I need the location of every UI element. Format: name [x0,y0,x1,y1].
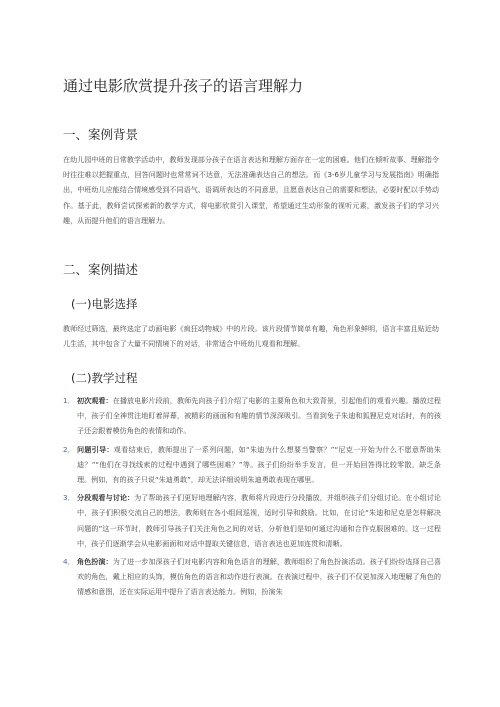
list-item-number: 3． [63,493,75,503]
list-item-text: 为了进一步加深孩子们对电影内容和角色语言的理解，教师组织了角色扮演活动。孩子们纷纷选择自己喜欢的角色，戴上相应的头饰，模仿角色的语言和动作进行表演。在表演过程中，孩子们不仅更加深入地理解了角色的情感和意图，还在实际运用中提升了语言表达能力。例如，扮演朱 [77,557,442,597]
list-item-number: 4． [63,557,75,567]
list-item-lead: 角色扮演： [77,557,113,567]
list-item [63,490,441,551]
teaching-process-list [63,393,441,603]
section-heading-description: 二、案例描述 [63,262,139,277]
subsection-heading-teaching-process: (二)教学过程 [71,371,138,385]
background-paragraph: 在幼儿园中班的日常教学活动中，教师发现部分孩子在语言表达和理解方面存在一定的困难。他们在倾听故事、理解指令时往往难以把握重点，回答问题时也常常词不达意，无法准确表达自己的想法。而《3-6岁儿童学习与发展指南》明确指出，中班幼儿应能结合情境感受到不同语气、语调所表达的不同意思，且愿意表达自己的需要和想法，必要时配以手势动作。基于此，教师尝试探索新的教学方式，将电影欣赏引入课堂，希望通过生动形象的视听元素，激发孩子们的学习兴趣，从而提升他们的语言理解力。 [63,155,439,225]
list-item-text: 在播放电影片段前，教师先向孩子们介绍了电影的主要角色和大致背景，引起他们的观看兴趣。播放过程中，孩子们全神贯注地盯着屏幕，被精彩的画面和有趣的情节深深吸引。当看到兔子朱迪和狐狸尼克对话时，有的孩子还会跟着模仿角色的表情和动作。 [77,396,442,436]
list-item-lead: 问题引导： [77,444,114,454]
list-item [63,393,441,439]
film-selection-paragraph: 教师经过筛选，最终选定了动画电影《疯狂动物城》中的片段。该片段情节简单有趣，角色形象鲜明，语言丰富且贴近幼儿生活，其中包含了大量不同情境下的对话，非常适合中班幼儿观看和理解。 [63,324,439,349]
list-item-lead: 分段观看与讨论： [77,493,135,503]
section-heading-background: 一、案例背景 [63,127,139,142]
list-item-text: 为了帮助孩子们更好地理解内容，教师将片段进行分段播放，并组织孩子们分组讨论。在小组讨论中，孩子们积极交流自己的想法，教师则在各小组间巡视，适时引导和鼓励。比如，在讨论“朱迪和尼克是怎样解决问题的”这一环节时，教师引导孩子们关注角色之间的对话，分析他们是如何通过沟通和合作克服困难的。这一过程中，孩子们逐渐学会从电影画面和对话中提取关键信息，语言表达也更加连贯和清晰。 [77,493,442,548]
list-item [63,442,441,488]
list-item [63,554,441,600]
list-item-number: 1． [63,396,75,405]
list-item-number: 2． [63,444,75,454]
list-item-text: 观看结束后，教师提出了一系列问题，如“朱迪为什么想要当警察？”“尼克一开始为什么不愿意帮助朱迪？”“他们在寻找线索的过程中遇到了哪些困难？”等。孩子们纷纷举手发言，但一开始回答得比较零散，缺乏条理。例如，有的孩子只说“朱迪勇敢”，却无法详细说明朱迪勇敢表现在哪里。 [77,444,441,485]
subsection-heading-film-selection: (一)电影选择 [71,297,138,311]
list-item-lead: 初次观看： [77,396,113,405]
document-title: 通过电影欣赏提升孩子的语言理解力 [63,77,304,95]
